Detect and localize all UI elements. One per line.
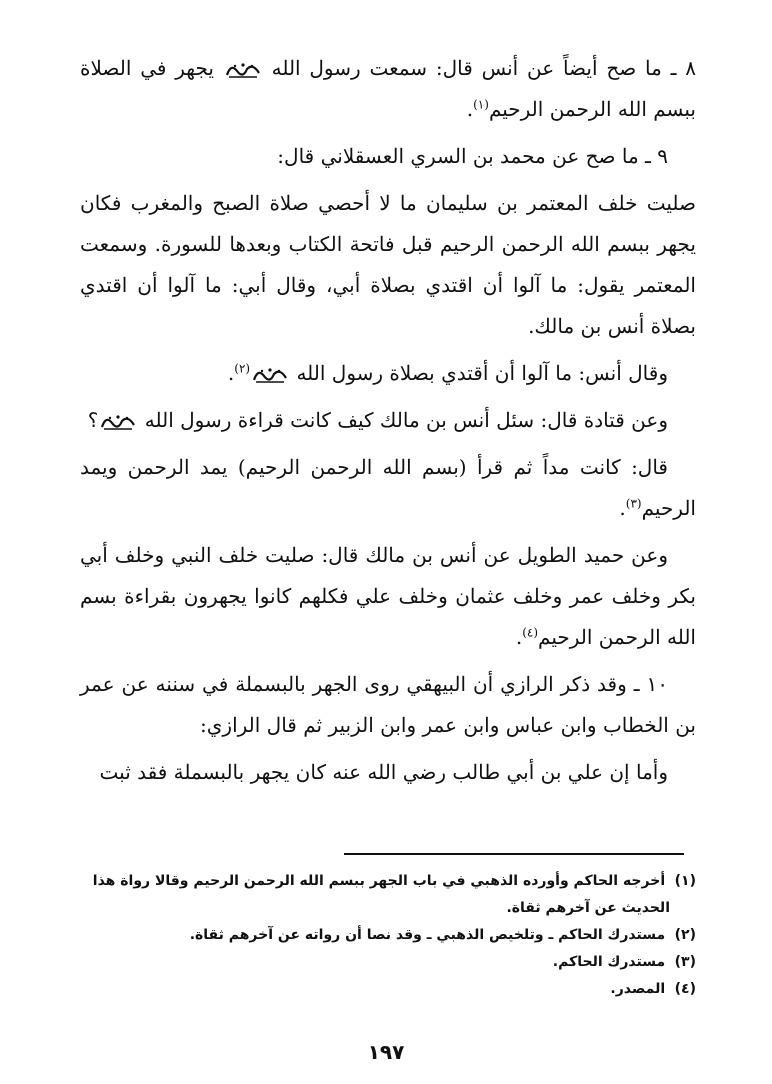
paragraph-qala-end: . <box>619 496 626 520</box>
paragraph-humaid-text: وعن حميد الطويل عن أنس بن مالك قال: صليت خلف النبي وخلف أبي بكر وخلف عمر وخلف عثمان وخلف علي فكلهم كانوا يجهرون بقراءة بسم الله الرحمن الرحيم <box>80 543 696 649</box>
footnote-text: مستدرك الحاكم. <box>552 954 666 970</box>
main-text <box>80 48 696 793</box>
footnote-divider <box>344 853 684 855</box>
honorific-ligature-icon <box>252 366 288 384</box>
paragraph-8 <box>80 48 696 130</box>
footnote-number: (٣) <box>674 954 696 970</box>
footnotes <box>80 868 696 1003</box>
footnote-ref-3: (٣) <box>625 496 642 511</box>
paragraph-qatada <box>80 400 696 441</box>
footnote-3 <box>80 949 696 976</box>
footnote-text: مستدرك الحاكم ـ وتلخيص الذهبي ـ وقد نصا أن رواته عن آخرهم ثقاة. <box>189 927 666 943</box>
footnote-number: (١) <box>674 873 696 889</box>
page-number: ١٩٧ <box>367 1040 405 1064</box>
footnote-ref-1: (١) <box>473 97 489 112</box>
paragraph-humaid-end: . <box>515 625 523 649</box>
paragraph-motamir: صليت خلف المعتمر بن سليمان ما لا أحصي صلاة الصبح والمغرب فكان يجهر ببسم الله الرحمن الرحيم قبل فاتحة الكتاب وبعدها للسورة. وسمعت المعتمر يقول: ما آلوا أن اقتدي بصلاة أبي، وقال أبي: ما آلوا أن اقتدي بصلاة أنس بن مالك. <box>80 191 696 338</box>
footnote-1-continuation: الحديث عن آخرهم ثقاة. <box>506 900 670 916</box>
footnote-ref-2: (٢) <box>234 361 251 376</box>
paragraph-qatada-end: ؟ <box>87 408 99 432</box>
footnote-text: أخرجه الحاكم وأورده الذهبي في باب الجهر ببسم الله الرحمن الرحيم وقالا رواة هذا <box>92 873 666 889</box>
paragraph-qala-text: قال: كانت مداً ثم قرأ (بسم الله الرحمن الرحيم) يمد الرحمن ويمد الرحيم <box>80 455 696 520</box>
paragraph-qala <box>80 447 696 529</box>
honorific-ligature-icon <box>100 413 136 431</box>
paragraph-8-text-a: ٨ ـ ما صح أيضاً عن أنس قال: سمعت رسول الله <box>271 56 697 80</box>
footnote-number: (٤) <box>674 981 696 997</box>
footnote-1 <box>80 868 696 895</box>
paragraph-9: ٩ ـ ما صح عن محمد بن السري العسقلاني قال: <box>277 144 668 168</box>
paragraph-ali: وأما إن علي بن أبي طالب رضي الله عنه كان يجهر بالبسملة فقد ثبت <box>99 760 668 784</box>
paragraph-8-end: . <box>466 97 474 121</box>
footnote-2 <box>80 922 696 949</box>
paragraph-anas-end: . <box>227 361 235 385</box>
footnote-ref-4: (٤) <box>522 625 539 640</box>
paragraph-8-text-b: يجهر في الصلاة ببسم الله الرحمن الرحيم <box>80 56 696 121</box>
paragraph-qatada-text: وعن قتادة قال: سئل أنس بن مالك كيف كانت قراءة رسول الله <box>144 408 668 432</box>
honorific-ligature-icon <box>225 61 261 79</box>
footnote-number: (٢) <box>674 927 696 943</box>
footnote-4 <box>80 976 696 1003</box>
paragraph-anas-text: وقال أنس: ما آلوا أن أقتدي بصلاة رسول الله <box>296 361 668 385</box>
paragraph-humaid <box>80 535 696 658</box>
footnote-text: المصدر. <box>610 981 666 997</box>
paragraph-anas <box>80 353 696 394</box>
paragraph-10: ١٠ ـ وقد ذكر الرازي أن البيهقي روى الجهر بالبسملة في سننه عن عمر بن الخطاب وابن عباس وابن عمر وابن الزبير ثم قال الرازي: <box>80 672 696 737</box>
